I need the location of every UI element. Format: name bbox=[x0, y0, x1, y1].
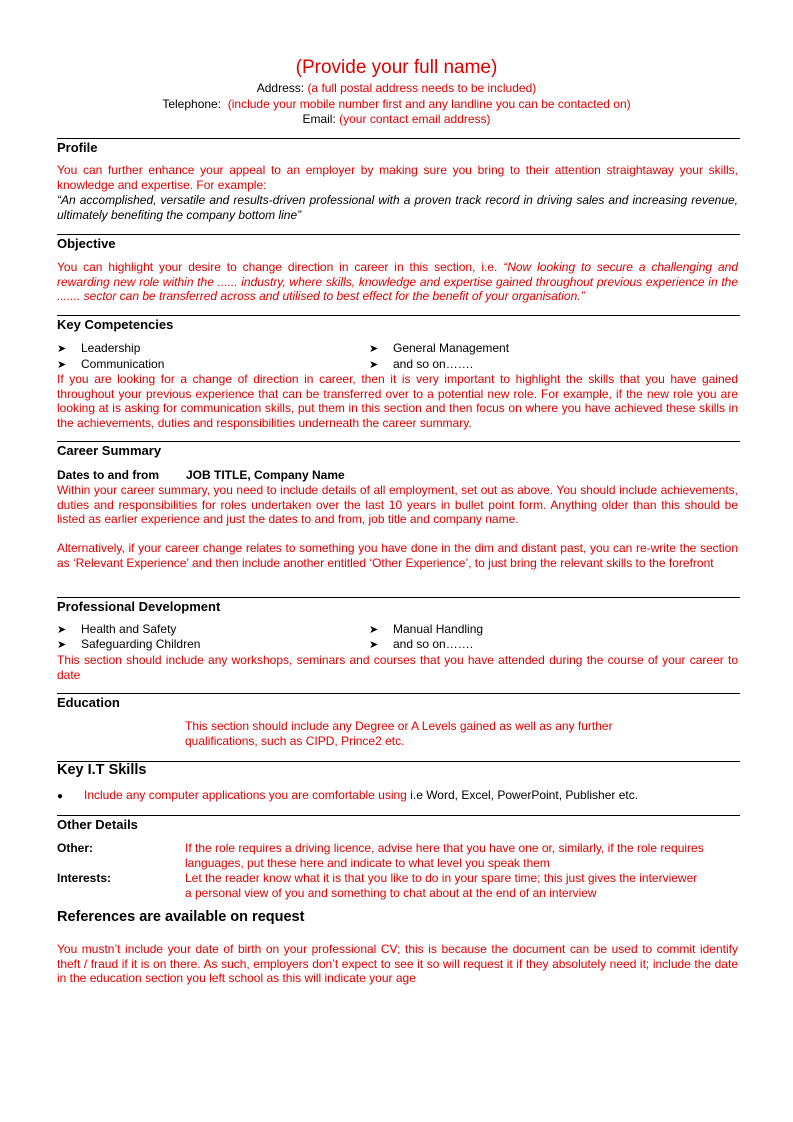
objective-text bbox=[57, 260, 738, 304]
address-value: (a full postal address needs to be included) bbox=[307, 81, 537, 95]
references-heading: References are available on request bbox=[57, 909, 305, 925]
other-text: If the role requires a driving licence, advise here that you have one or, similarly, if the role requires languages, put these here and indicate to what level you speak them bbox=[185, 841, 704, 870]
list-item: ➤ Manual Handling bbox=[369, 622, 484, 636]
divider bbox=[57, 138, 740, 139]
telephone-line bbox=[0, 97, 793, 112]
list-item: ➤ Health and Safety bbox=[57, 622, 177, 636]
education-heading: Education bbox=[57, 695, 120, 710]
email-line bbox=[0, 112, 793, 127]
it-skills-text-red: Include any computer applications you are comfortable using bbox=[84, 788, 411, 802]
career-heading: Career Summary bbox=[57, 443, 162, 458]
profile-text: You can further enhance your appeal to an employer by making sure you bring to their attention straightaway your skills, knowledge and expertise. For example: bbox=[57, 163, 738, 192]
objective-text-plain: You can highlight your desire to change direction in career in this section, i.e. bbox=[57, 260, 504, 274]
list-item: ➤ General Management bbox=[369, 341, 510, 355]
references-text: You mustn’t include your date of birth on your professional CV; this is because the document can be used to commit identify theft / fraud if it is on there. As such, employers don’t expect to see it so will request it if they absolutely need it; include the date in the education section you left school as this will indicate your age bbox=[57, 942, 738, 986]
arrow-bullet-icon: ➤ bbox=[369, 639, 379, 651]
telephone-value: (include your mobile number first and any landline you can be contacted on) bbox=[227, 97, 631, 111]
it-skills-heading: Key I.T Skills bbox=[57, 762, 147, 778]
career-text-2: Alternatively, if your career change relates to something you have done in the dim and distant past, you can re-write the section as ‘Relevant Experience’ and then include another entitled ‘Other Experience’, to just bring the relevant skills to the forefront bbox=[57, 541, 738, 570]
telephone-label: Telephone: bbox=[162, 97, 222, 111]
competencies-text: If you are looking for a change of direction in career, then it is very important to highlight the skills that you have gained throughout your previous experience that can be transferred over to a potential new role. For example, if the new role you are looking at is asking for communication skills, put them in this section and then focus on where you have achieved these skills in the achievements, duties and responsibilities underneath the career summary. bbox=[57, 372, 738, 430]
dot-bullet-icon: ● bbox=[57, 791, 64, 802]
arrow-bullet-icon: ➤ bbox=[369, 624, 379, 636]
dates-label: Dates to and from bbox=[57, 468, 160, 482]
list-item: ➤ Communication bbox=[57, 357, 165, 371]
email-label: Email: bbox=[302, 112, 336, 126]
divider bbox=[57, 693, 740, 694]
list-item: ➤ Leadership bbox=[57, 341, 141, 355]
objective-text-italic: “Now looking to secure a challenging and rewarding new role within the ...... industry, where skills, knowledge and expertise gained throughout previous experience in the ....... sector can be transferred across and utilised to best effect for the benefit of your organisation.” bbox=[57, 260, 739, 304]
address-label: Address: bbox=[256, 81, 305, 95]
arrow-bullet-icon: ➤ bbox=[369, 343, 379, 355]
profile-example: “An accomplished, versatile and results-driven professional with a proven track record in driving sales and increasing revenue, ultimately benefiting the company bottom line” bbox=[57, 193, 738, 222]
arrow-bullet-icon: ➤ bbox=[57, 624, 67, 636]
full-name: (Provide your full name) bbox=[295, 57, 498, 78]
list-item: ➤ and so on……. bbox=[369, 357, 474, 371]
arrow-bullet-icon: ➤ bbox=[57, 343, 67, 355]
objective-heading: Objective bbox=[57, 236, 116, 251]
email-value: (your contact email address) bbox=[339, 112, 491, 126]
list-item: ➤ Safeguarding Children bbox=[57, 637, 201, 651]
arrow-bullet-icon: ➤ bbox=[369, 359, 379, 371]
development-heading: Professional Development bbox=[57, 599, 221, 614]
divider bbox=[57, 234, 740, 235]
divider bbox=[57, 815, 740, 816]
address-line bbox=[0, 81, 793, 96]
divider bbox=[57, 315, 740, 316]
it-skills-text-black: i.e Word, Excel, PowerPoint, Publisher etc. bbox=[410, 788, 639, 802]
arrow-bullet-icon: ➤ bbox=[57, 359, 67, 371]
interests-label: Interests: bbox=[57, 871, 112, 885]
divider bbox=[57, 597, 740, 598]
divider bbox=[57, 441, 740, 442]
interests-text: Let the reader know what it is that you like to do in your spare time; this just gives the interviewer a personal view of you and something to chat about at the end of an interview bbox=[185, 871, 698, 900]
education-text: This section should include any Degree or A Levels gained as well as any further qualifications, such as CIPD, Prince2 etc. bbox=[185, 719, 613, 748]
development-text: This section should include any workshops, seminars and courses that you have attended during the course of your career to date bbox=[57, 653, 738, 682]
profile-heading: Profile bbox=[57, 140, 98, 155]
arrow-bullet-icon: ➤ bbox=[57, 639, 67, 651]
career-text-1: Within your career summary, you need to include details of all employment, set out as above. You should include achievements, duties and responsibilities for roles undertaken over the last 10 years in bullet point form. Anything older than this should be listed as earlier experience and just the dates to and from, job title and company name. bbox=[57, 483, 738, 527]
other-label: Other: bbox=[57, 841, 93, 855]
list-item bbox=[57, 788, 638, 804]
job-title-label: JOB TITLE, Company Name bbox=[186, 468, 345, 482]
other-details-heading: Other Details bbox=[57, 817, 138, 832]
list-item: ➤ and so on……. bbox=[369, 637, 474, 651]
competencies-heading: Key Competencies bbox=[57, 317, 174, 332]
divider bbox=[57, 761, 740, 762]
